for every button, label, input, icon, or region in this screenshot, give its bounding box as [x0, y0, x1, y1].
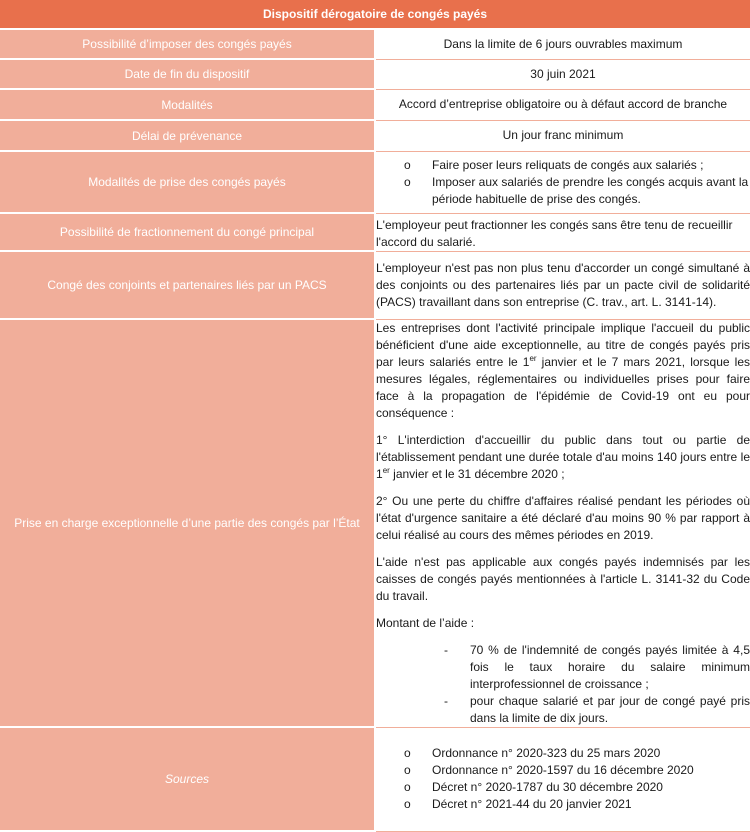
row-label: Date de fin du dispositif — [0, 59, 375, 89]
row-label: Modalités de prise des congés payés — [0, 151, 375, 213]
dash-bullet-icon: - — [444, 642, 448, 657]
row-value — [375, 151, 750, 213]
row-value: L'employeur n'est pas non plus tenu d'accorder un congé simultané à des conjoints ou des partenaires liés par un pacte civil de solidarité (PACS) travaillant dans son entreprise (C. trav., art. L. 3141-14). — [375, 251, 750, 319]
list-item — [376, 693, 750, 727]
row-value: Dans la limite de 6 jours ouvrables maximum — [375, 29, 750, 59]
paragraph — [376, 320, 750, 422]
row-label: Sources — [0, 727, 375, 831]
list-item-text: Ordonnance n° 2020-1597 du 16 décembre 2020 — [432, 763, 694, 777]
list-item — [376, 796, 750, 813]
row-label: Congé des conjoints et partenaires liés par un PACS — [0, 251, 375, 319]
list-item-text: 70 % de l'indemnité de congés payés limitée à 4,5 fois le taux horaire du salaire minimum interprofessionnel de croissance ; — [470, 642, 750, 691]
paragraph: Montant de l’aide : — [376, 615, 475, 630]
sources-list — [376, 745, 750, 813]
row-value — [375, 319, 750, 727]
header-row — [0, 0, 750, 29]
table-row — [0, 319, 750, 727]
dash-list — [376, 642, 750, 727]
list-item — [376, 762, 750, 779]
row-value: Accord d’entreprise obligatoire ou à défaut accord de branche — [375, 89, 750, 120]
paragraph: L'aide n'est pas applicable aux congés payés indemnisés par les caisses de congés payés mentionnées à l'article L. 3141-32 du Code du travail. — [376, 554, 750, 603]
circle-bullet-icon: o — [404, 174, 411, 189]
paragraph: 2° Ou une perte du chiffre d'affaires réalisé pendant les périodes où l'état d'urgence sanitaire a été déclaré d'au moins 90 % par rapport à celui réalisé au cours des mêmes périodes en 2019. — [376, 493, 750, 542]
table-row — [0, 59, 750, 89]
superscript: er — [529, 353, 537, 363]
list-item — [376, 642, 750, 693]
circle-bullet-icon: o — [404, 763, 411, 777]
circle-bullet-icon: o — [404, 157, 411, 172]
table-title: Dispositif dérogatoire de congés payés — [0, 0, 750, 29]
list-item — [376, 779, 750, 796]
paragraph-text: Les entreprises dont l'activité principale implique l'accueil du public bénéficient d'une aide exceptionnelle, au titre de congés payés pris par leurs salariés entre le 1 — [376, 320, 750, 369]
table-row — [0, 727, 750, 831]
list-item-text: Décret n° 2020-1787 du 30 décembre 2020 — [432, 780, 663, 794]
list-item-text: Ordonnance n° 2020-323 du 25 mars 2020 — [432, 746, 661, 760]
table-row — [0, 29, 750, 59]
row-label: Délai de prévenance — [0, 120, 375, 151]
paragraph-text: janvier et le 31 décembre 2020 ; — [389, 466, 565, 481]
table-row — [0, 251, 750, 319]
circle-bullet-icon: o — [404, 780, 411, 794]
paragraph-text: janvier et le 7 mars 2021, lorsque les mesures légales, réglementaires ou individuelles prises pour faire face à la propagation de l'épidémie de Covid-19 ont eu pour conséquence : — [376, 354, 750, 420]
row-value: Un jour franc minimum — [375, 120, 750, 151]
dash-bullet-icon: - — [444, 693, 448, 708]
row-label: Possibilité d’imposer des congés payés — [0, 29, 375, 59]
row-label: Prise en charge exceptionnelle d’une partie des congés par l’État — [0, 319, 375, 727]
circle-bullet-icon: o — [404, 746, 411, 760]
list-item — [376, 157, 750, 174]
list-item — [376, 174, 750, 208]
row-value — [375, 727, 750, 831]
paragraph-text: 1° L'interdiction d'accueillir du public dans tout ou partie de l'établissement pendant une durée totale d'au moins 140 jours entre le 1 — [376, 432, 750, 481]
row-value: L'employeur peut fractionner les congés sans être tenu de recueillir l'accord du salarié. — [375, 213, 750, 251]
table-row — [0, 151, 750, 213]
table-row — [0, 213, 750, 251]
list-item — [376, 745, 750, 762]
circle-bullet-icon: o — [404, 797, 411, 811]
row-label: Possibilité de fractionnement du congé principal — [0, 213, 375, 251]
list-item-text: Imposer aux salariés de prendre les congés acquis avant la période habituelle de prise des congés. — [432, 174, 749, 206]
bullet-list — [376, 157, 750, 208]
list-item-text: pour chaque salarié et par jour de congé payé pris dans la limite de dix jours. — [470, 693, 750, 725]
row-label: Modalités — [0, 89, 375, 120]
list-item-text: Décret n° 2021-44 du 20 janvier 2021 — [432, 797, 632, 811]
paragraph — [376, 432, 750, 483]
list-item-text: Faire poser leurs reliquats de congés aux salariés ; — [432, 157, 704, 172]
row-value: 30 juin 2021 — [375, 59, 750, 89]
table-row — [0, 120, 750, 151]
table-row — [0, 89, 750, 120]
superscript: er — [382, 465, 390, 475]
